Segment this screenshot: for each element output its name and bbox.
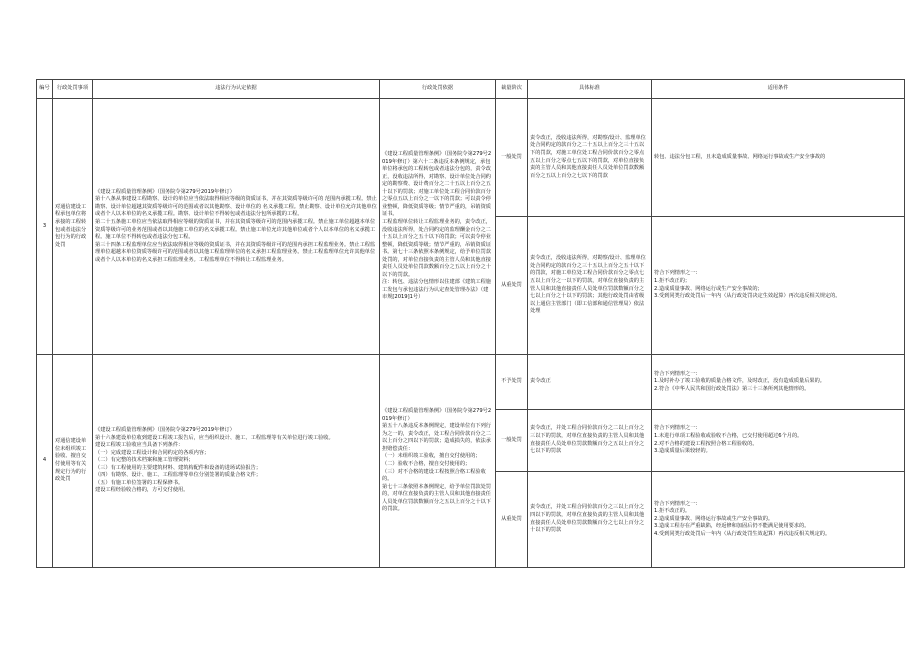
level-cell: 不予处罚 [496,355,528,410]
penalty-paragraph: 第五十八条违反本条例规定，建设单位有下列行为之一的，责令改正，处工程合同价款百分之二以上百分之四以下的罚款；造成损失的，依法承担赔偿责任： [382,423,491,452]
penalty-paragraph: 工程监理单位转让工程监理业务的，责令改正，没收违法所得，处合同约定的监理酬金百分之二十五以上百分之五十以下的罚款；可以责令停业整顿，降低资质等级；情节严重的，吊销资质证书。第七十三条依照本条例规定，给予单位罚款处罚的，对单位直接负责的主管人员和其他直接责任人员处单位罚款数额百分之五以上百分之十以下的罚款。 [382,218,491,278]
violation-paragraph: 建设工程竣工验收应当具备下列条件： [95,442,184,449]
penalty-paragraph: 注：转包、违法分包情形以住建部《建筑工程施工发包与承包违法行为认定查处管理办法》（建市规[2019]1号） [382,279,491,301]
row-item: 对通信建设单位未组织竣工验收、擅自交付使用等有关规定行为的行政处罚 [53,355,93,568]
violation-paragraph: 《建设工程质量管理条例》（国务院令第279号2019年修订） [95,188,235,195]
penalty-paragraph: 第七十三条依照本条例规定，给予单位罚款处罚的，对单位直接负责的主管人员和其他直接责任人员处单位罚款数额百分之五以上百分之十以下的罚款。 [382,483,491,513]
penalty-paragraph: （一）未组织竣工验收，擅自交付使用的； [382,453,481,460]
header-penalty-basis: 行政处罚依据 [380,80,496,99]
row-violation-basis [93,355,380,568]
conditions-cell: 转包、违法分包工程，且未造成质量事故、网络运行事故或生产安全事故的 [652,99,905,217]
standard-cell: 责令改正，并处工程合同价款百分之二以上百分之三以下的罚款，对单位直接负责的主管人员和其他直接责任人员处单位罚款数额百分之五以上百分之七以下的罚款 [528,410,652,472]
standard-cell: 责令改正 [528,355,652,410]
row-number: 3 [37,99,53,355]
violation-paragraph: （二）有完整的技术档案和施工管理资料； [95,457,194,464]
violation-paragraph: 建设工程经验收合格的，方可交付使用。 [95,487,189,494]
level-cell: 从重处罚 [496,472,528,568]
row-number: 4 [37,355,53,568]
penalty-paragraph: （三）对不合格的建设工程按照合格工程验收的。 [382,468,486,483]
violation-paragraph: 第十六条建设单位收到建设工程竣工报告后，应当组织设计、施工、工程监理等有关单位进行竣工验收。 [95,434,334,441]
table-row [37,99,905,217]
level-cell: 从重处罚 [496,217,528,355]
header-item: 行政处罚事项 [53,80,93,99]
violation-paragraph: 第三十四条工程监理单位应当依法取得相应等级的资质证书，并在其资质等级许可的范围内承担工程监理业务。禁止工程监理单位超越本单位资质等级许可的范围或者以其他工程监理单位的名义承担工程监理业务。禁止工程监理单位允许其他单位或者个人以本单位的名义承担工程监理业务。工程监理单位不得转让工程监理业务。 [95,241,376,263]
penalty-paragraph: 《建设工程质量管理条例》（国务院令第279号2019年修订）第六十二条违反本条例规定，承包单位将承包的工程转包或者违法分包的，责令改正，没收违法所得，对勘察、设计单位处合同约定的勘察费、设计费百分之二十五以上百分之五十以下的罚款；对施工单位处工程合同价款百分之零点五以上百分之一以下的罚款；可以责令停业整顿，降低资质等级；情节严重的，吊销资质证书。 [382,151,492,218]
header-standard: 具体标准 [528,80,652,99]
violation-paragraph: （五）有施工单位签署的工程保修书。 [95,479,184,486]
violation-paragraph: 第十八条从事建设工程勘察、设计的单位应当依法取得相应等级的资质证书，并在其资质等级许可的 范围内承揽工程。禁止勘察、设计单位超越其资质等级许可的范围或者以其他勘察、设计单位的 名义承揽工程。禁止勘察、设计单位允许其他单位或者个人以本单位的名义承揽工程。勘察、设计单位不得转包或者违法分包所承揽的工程。 [95,196,377,218]
conditions-cell: 符合下列情形之一： 1.拒不改正的； 2.造成质量事故、网络运行或生产安全事故的； 3.受到同类行政处罚后一年内（从行政处罚决定生效起算）再次违反相关规定的。 [652,217,905,355]
violation-paragraph: （四）有勘察、设计、施工、工程监理等单位分别签署的质量合格文件； [95,472,262,479]
header-level: 裁量阶次 [496,80,528,99]
row-item: 对通信建设工程承包单位将承接的工程转包或者违法分包行为的行政处罚 [53,99,93,355]
standard-cell: 责令改正，并处工程合同价款百分之三以上百分之四以下的罚款，对单位直接负责的主管人员和其他直接责任人员处单位罚款数额百分之七以上百分之十以下的罚款 [528,472,652,568]
standard-cell: 责令改正，没收违法所得，对勘察/设计、监理单位处合同约定的款百分之三十五以上百分之五十以下的罚款，对施工单位处工程合同价款百分之零点七五以上百分之一以下的罚款，对单位直接负责的主管人员和其他直接责任人员处单位罚款数额百分之七以上百分之十以下的罚款；其他行政处罚由省级以上通信主管部门（即工信部和通信管理局）依法处理 [528,217,652,355]
conditions-cell: 符合下列情形之一： 1.未进行单项工程验收或验收不合格，已交付使用超过6个月的。 2.对不合格的建设工程按照合格工程验收的。 3.造成质量后果较轻的。 [652,410,905,472]
violation-paragraph: 《建设工程质量管理条例》（国务院令第279号2019年修订） [95,427,235,434]
header-conditions: 适用条件 [652,80,905,99]
violation-paragraph: （三）有工程使用的主要建筑材料、建筑构配件和设备的进场试验报告； [95,464,262,471]
table-row [37,355,905,410]
penalty-paragraph: （二）验收不合格，擅自交付使用的； [382,461,471,467]
conditions-cell: 符合下列情形之一： 1.及时补办了竣工验收的质量合格文件，及时改正，没有造成质量后果的。 2.符合《中华人民共和国行政处罚法》第三十三条所列其他情形的。 [652,355,905,410]
level-cell: 一般处罚 [496,99,528,217]
penalty-table [36,79,905,568]
row-penalty-basis [380,99,496,355]
penalty-paragraph: 《建设工程质量管理条例》（国务院令第279号2019年修订） [382,408,492,422]
row-penalty-basis [380,355,496,568]
header-no: 编号 [37,80,53,99]
row-violation-basis [93,99,380,355]
header-row [37,80,905,99]
violation-paragraph: （一）完成建设工程设计和合同约定的各项内容； [95,449,210,456]
header-violation: 违法行为认定依据 [93,80,380,99]
level-cell: 一般处罚 [496,410,528,472]
violation-paragraph: 第二十五条施工单位应当依法取得相应等级的资质证书，并在其资质等级许可的范围内承揽工程。禁止施工单位超越本单位资质等级许可的业务范围或者以其他施工单位的名义承揽工程。禁止施工单位允许其他单位或者个人以本单位的名义承揽工程。施工单位不得转包或者违法分包工程。 [95,218,376,241]
conditions-cell: 符合下列情形之一： 1.拒不改正的。 2.造成质量事故、网络运行事故或生产安全事故的。 3.造成工程存在严重缺陷，经返修和加固后仍不能满足使用要求的。 4.受到同类行政处罚后一年内（从行政处罚生效起算）再次违反相关规定的。 [652,472,905,568]
standard-cell: 责令改正，没收违法所得，对勘察/设计、监理单位处合同约定的款百分之二十五以上百分之三十五以下的罚款，对施工单位处工程合同价款百分之零点五以上百分之零点七五以下的罚款，对单位直接负责的主管人员和其他直接责任人员处单位罚款数额百分之五以上百分之七以下的罚款 [528,99,652,217]
